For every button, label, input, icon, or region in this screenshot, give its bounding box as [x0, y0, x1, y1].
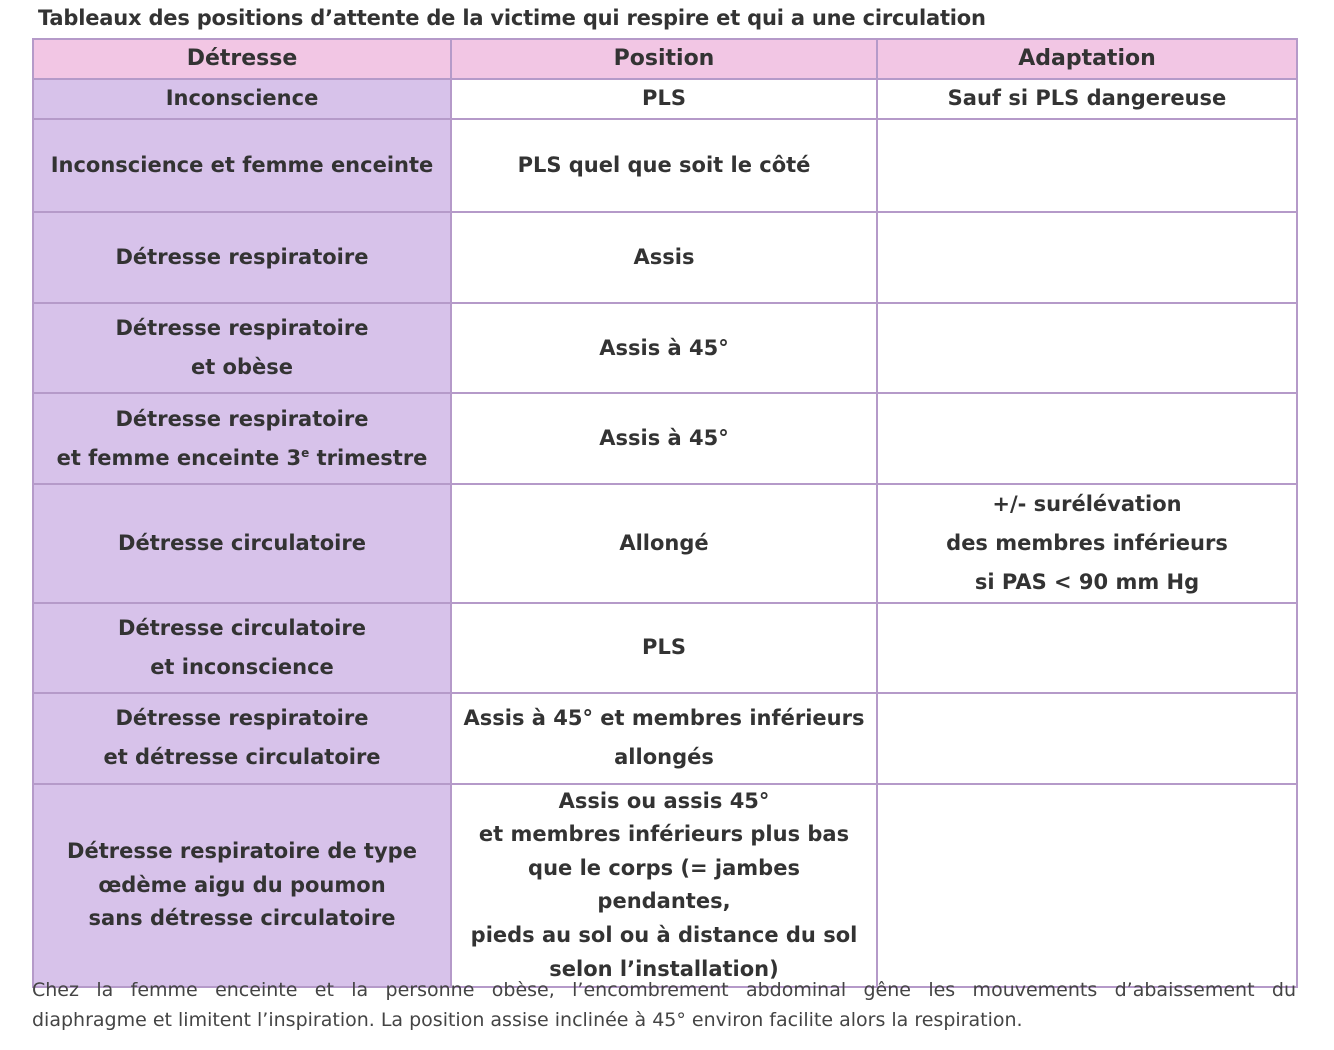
cell-text: Sauf si PLS dangereuse — [947, 86, 1227, 111]
cell-text: Assis à 45° — [599, 335, 729, 360]
cell-text: Détresse respiratoire — [115, 316, 369, 341]
cell-adaptation — [877, 693, 1297, 784]
table-row — [33, 119, 1297, 212]
cell-text: et obèse — [190, 355, 294, 379]
cell-text: si PAS < 90 mm Hg — [974, 569, 1200, 594]
cell-text-part: et femme enceinte 3 — [56, 445, 302, 470]
cell-text: Inconscience — [165, 86, 319, 111]
cell-text: sans détresse circulatoire — [88, 906, 396, 931]
cell-adaptation — [877, 212, 1297, 303]
superscript: e — [301, 445, 310, 460]
cell-text: pieds au sol ou à distance du sol — [470, 922, 858, 947]
cell-position — [451, 603, 877, 693]
footnote — [32, 975, 1296, 1035]
cell-detresse — [33, 212, 451, 303]
cell-position — [451, 119, 877, 212]
cell-detresse — [33, 484, 451, 603]
cell-position — [451, 212, 877, 303]
cell-position — [451, 79, 877, 119]
cell-text: Détresse circulatoire — [118, 615, 366, 640]
cell-text-part: trimestre — [316, 445, 428, 470]
cell-text: selon l’installation) — [549, 956, 779, 981]
cell-detresse — [33, 693, 451, 784]
cell-text — [44, 439, 440, 478]
header-position: Position — [451, 39, 877, 79]
table-row — [33, 212, 1297, 303]
cell-adaptation — [877, 784, 1297, 988]
cell-adaptation — [877, 393, 1297, 484]
cell-position — [451, 693, 877, 784]
cell-adaptation — [877, 484, 1297, 603]
cell-adaptation — [877, 603, 1297, 693]
cell-position — [451, 784, 877, 988]
cell-adaptation — [877, 119, 1297, 212]
cell-text: Assis à 45° et membres inférieurs — [463, 706, 865, 731]
cell-detresse — [33, 393, 451, 484]
cell-text: PLS — [642, 635, 686, 660]
cell-text: des membres inférieurs — [946, 530, 1228, 555]
cell-text: Détresse circulatoire — [118, 530, 366, 555]
cell-text: Assis — [633, 245, 695, 270]
cell-text: œdème aigu du poumon — [98, 872, 386, 897]
cell-text: et inconscience — [150, 654, 334, 679]
cell-detresse — [33, 784, 451, 988]
cell-position — [451, 393, 877, 484]
cell-adaptation — [877, 79, 1297, 119]
cell-detresse — [33, 303, 451, 393]
cell-adaptation — [877, 303, 1297, 393]
table-header-row — [33, 39, 1297, 79]
footnote-line: Chez la femme enceinte et la personne obèse, l’encombrement abdominal gêne les mouvements d’abaissement du — [32, 979, 1296, 1001]
cell-detresse — [33, 603, 451, 693]
cell-text: Inconscience et femme enceinte — [50, 153, 434, 178]
cell-text: allongés — [614, 745, 714, 770]
table-row — [33, 303, 1297, 393]
positions-table — [32, 38, 1298, 988]
cell-text: et détresse circulatoire — [103, 745, 381, 770]
table-row — [33, 603, 1297, 693]
cell-text: Détresse respiratoire de type — [67, 838, 417, 863]
cell-detresse — [33, 79, 451, 119]
header-adaptation: Adaptation — [877, 39, 1297, 79]
table-row — [33, 784, 1297, 988]
table-row — [33, 693, 1297, 784]
cell-text: Détresse respiratoire — [115, 245, 369, 270]
cell-position — [451, 484, 877, 603]
footnote-line: diaphragme et limitent l’inspiration. La position assise inclinée à 45° environ facilite alors la respiration. — [32, 1009, 1023, 1031]
cell-text: Détresse respiratoire — [115, 706, 369, 731]
cell-text: Assis ou assis 45° — [558, 788, 770, 813]
cell-text: PLS quel que soit le côté — [517, 153, 811, 178]
table-row — [33, 79, 1297, 119]
cell-text: Allongé — [619, 530, 709, 555]
cell-position — [451, 303, 877, 393]
cell-text: PLS — [642, 86, 686, 111]
header-detresse: Détresse — [33, 39, 451, 79]
table-row — [33, 484, 1297, 603]
page-title: Tableaux des positions d’attente de la victime qui respire et qui a une circulation — [38, 6, 986, 30]
cell-text: et membres inférieurs plus bas — [478, 822, 850, 847]
cell-text: Assis à 45° — [599, 426, 729, 451]
cell-text: Détresse respiratoire — [115, 406, 369, 431]
cell-detresse — [33, 119, 451, 212]
table-row — [33, 393, 1297, 484]
cell-text: +/- surélévation — [992, 492, 1182, 516]
cell-text: que le corps (= jambes pendantes, — [528, 855, 800, 914]
